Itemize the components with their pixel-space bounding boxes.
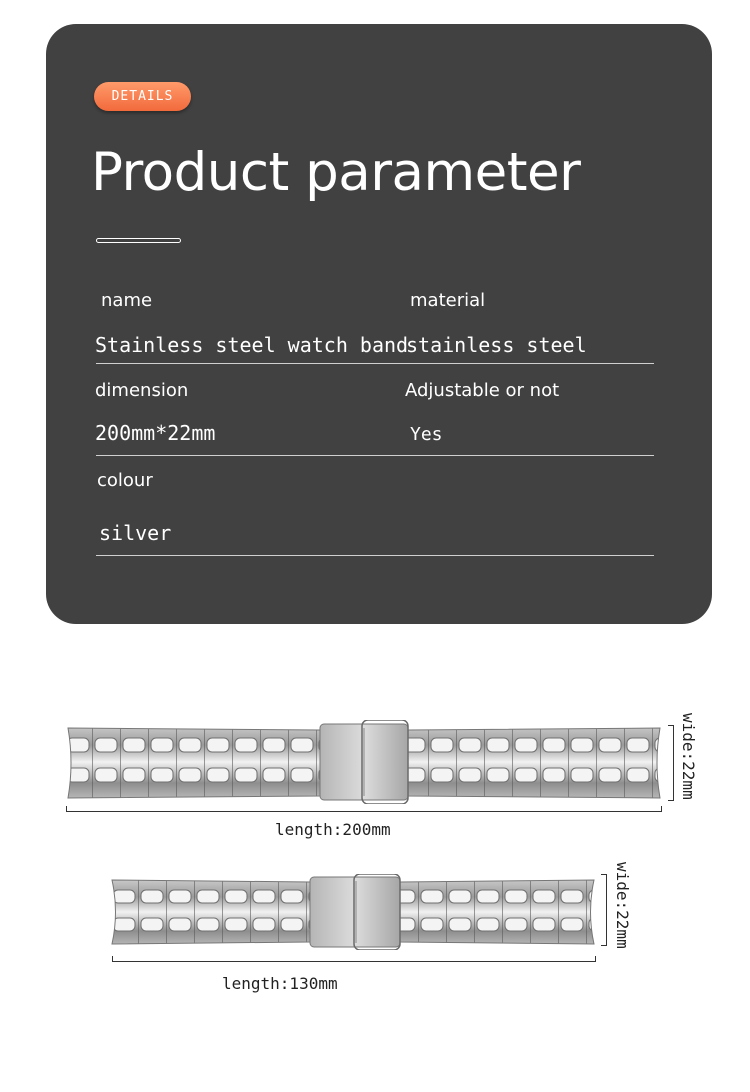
row-divider-1	[96, 363, 654, 364]
material-label: material	[410, 290, 486, 311]
dimension-label: dimension	[95, 380, 189, 401]
adjustable-value: Yes	[410, 424, 443, 445]
row-divider-3	[96, 555, 654, 556]
name-label: name	[101, 290, 153, 311]
watch-band-200mm-image	[64, 720, 664, 804]
length-dimension-line-large	[66, 811, 662, 812]
length-dimension-line-small	[112, 961, 596, 962]
title-underline	[96, 238, 181, 243]
details-badge: DETAILS	[94, 82, 191, 111]
width-dimension-line-large	[673, 725, 674, 801]
material-value: stainless steel	[406, 333, 587, 357]
watch-band-130mm-image	[110, 874, 596, 950]
page-title: Product parameter	[91, 142, 581, 203]
dimension-value: 200mm*22mm	[95, 421, 216, 445]
length-label-large: length:200mm	[275, 820, 391, 839]
width-label-large: wide:22mm	[679, 713, 698, 800]
width-dimension-line-small	[606, 874, 607, 946]
row-divider-2	[96, 455, 654, 456]
colour-label: colour	[97, 470, 153, 491]
colour-value: silver	[99, 521, 172, 545]
width-label-small: wide:22mm	[613, 862, 632, 949]
name-value: Stainless steel watch band	[95, 333, 409, 357]
product-parameter-card	[46, 24, 712, 624]
adjustable-label: Adjustable or not	[405, 380, 560, 401]
length-label-small: length:130mm	[222, 974, 338, 993]
